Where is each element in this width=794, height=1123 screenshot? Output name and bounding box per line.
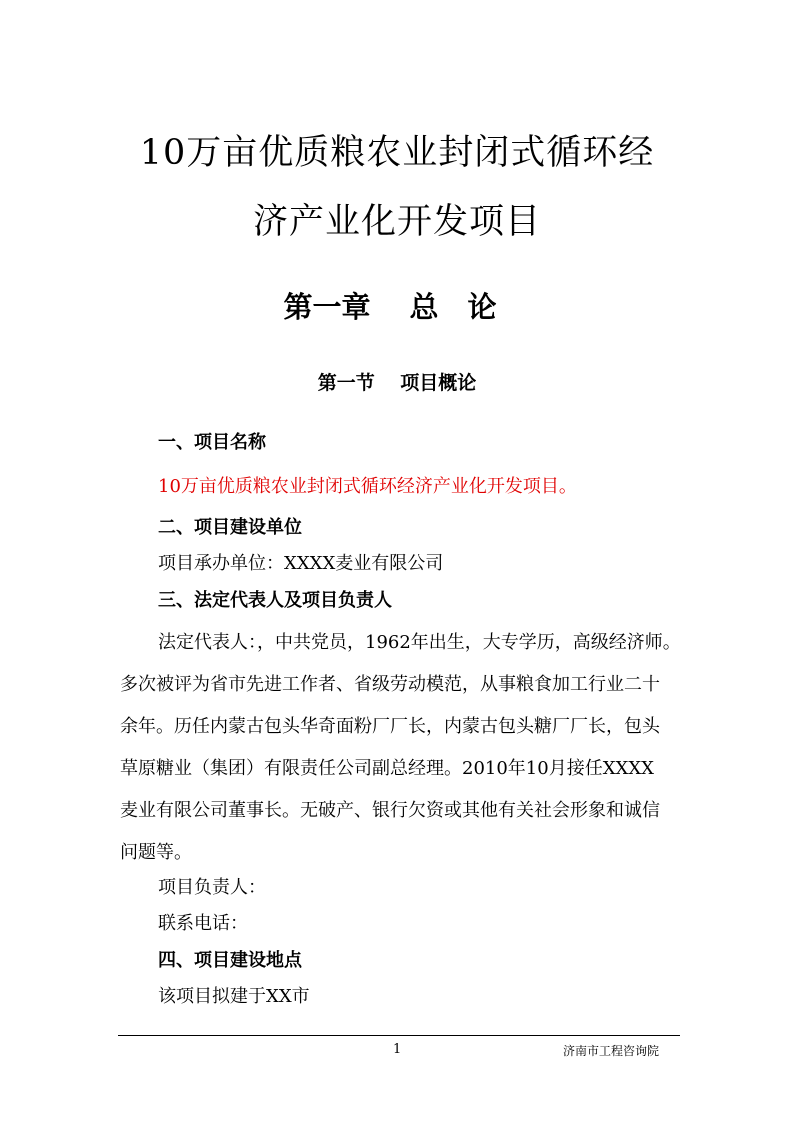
project-unit-text: 项目承办单位：XXXX麦业有限公司 bbox=[158, 553, 444, 574]
item2-heading: 二、项目建设单位 bbox=[158, 517, 302, 538]
project-name-text: 10万亩优质粮农业封闭式循环经济产业化开发项目。 bbox=[158, 476, 577, 497]
paragraph-line: 法定代表人：，中共党员，1962年出生，大专学历，高级经济师。 bbox=[158, 632, 681, 653]
item4-heading: 四、项目建设地点 bbox=[158, 950, 302, 971]
paragraph-line: 多次被评为省市先进工作者、省级劳动模范，从事粮食加工行业二十 bbox=[120, 674, 660, 695]
document-title-line-1: 10万亩优质粮农业封闭式循环经 bbox=[139, 133, 655, 173]
item1-heading: 一、项目名称 bbox=[158, 432, 266, 453]
contact-phone-label: 联系电话： bbox=[158, 913, 248, 934]
paragraph-line: 草原糖业（集团）有限责任公司副总经理。2010年10月接任XXXX bbox=[120, 758, 654, 779]
page-number: 1 bbox=[393, 1042, 402, 1057]
section-heading: 第一节 项目概论 bbox=[317, 372, 477, 394]
project-leader-label: 项目负责人： bbox=[158, 877, 266, 898]
footer-divider bbox=[118, 1035, 680, 1036]
item3-heading: 三、法定代表人及项目负责人 bbox=[158, 590, 392, 611]
document-title-line-2: 济产业化开发项目 bbox=[252, 202, 541, 242]
project-location-text: 该项目拟建于XX市 bbox=[158, 986, 310, 1007]
paragraph-line: 麦业有限公司董事长。无破产、银行欠资或其他有关社会形象和诚信 bbox=[120, 800, 660, 821]
footer-organization: 济南市工程咨询院 bbox=[563, 1044, 660, 1058]
paragraph-line: 余年。历任内蒙古包头华奇面粉厂厂长，内蒙古包头糖厂厂长，包头 bbox=[120, 716, 660, 737]
paragraph-line: 问题等。 bbox=[120, 842, 192, 863]
chapter-heading: 第一章 总 论 bbox=[283, 290, 497, 324]
